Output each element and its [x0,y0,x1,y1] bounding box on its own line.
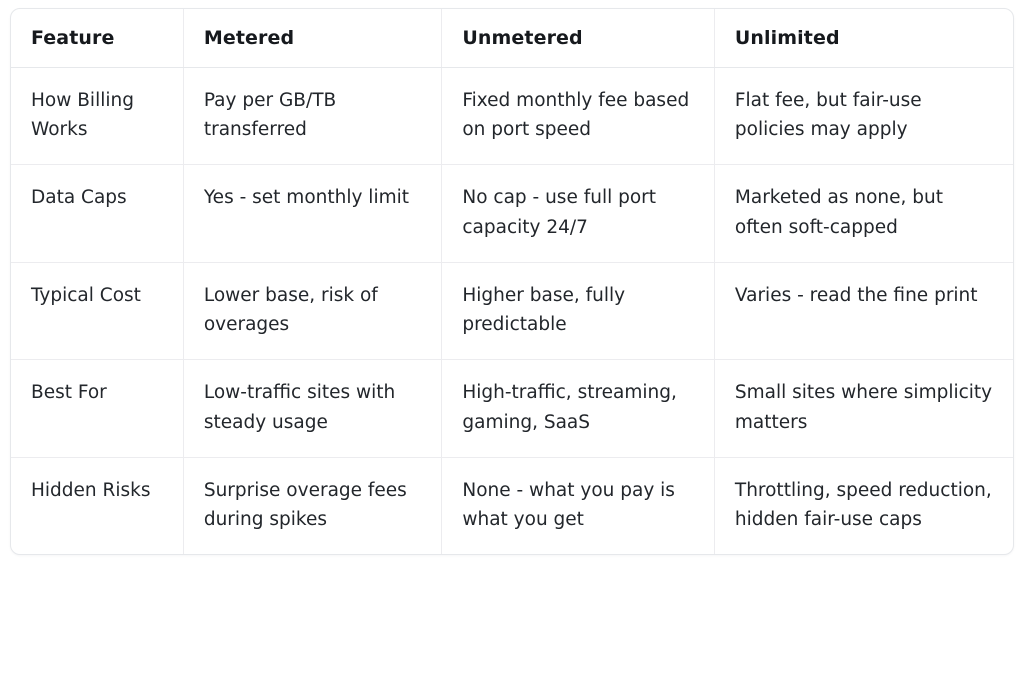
table-row [11,457,1013,554]
table-row [11,68,1013,165]
cell-metered [183,165,442,262]
cell-unmetered [442,262,715,359]
cell-text: Higher base, fully predictable [462,284,626,336]
cell-text: Varies - read the fine print [734,284,978,306]
table-row [11,165,1013,262]
cell-feature [11,262,183,359]
cell-feature [11,457,183,554]
comparison-table [11,9,1013,554]
table-header [11,9,1013,68]
comparison-table-card [10,8,1014,555]
cell-text: How Billing Works [31,90,134,141]
cell-text: Best For [31,382,107,404]
cell-text: Lower base, risk of overages [203,284,378,336]
cell-unmetered [442,165,715,262]
cell-text: Hidden Risks [31,479,151,501]
cell-text: None - what you pay is what you get [462,479,675,530]
cell-unlimited [714,262,1013,359]
cell-feature [11,68,183,165]
cell-text: Pay per GB/TB transferred [203,90,337,141]
cell-text: Throttling, speed reduction, hidden fair-use caps [734,479,992,530]
cell-text: Low-traffic sites with steady usage [203,382,396,433]
column-header-metered: Metered [183,9,442,68]
cell-text: Surprise overage fees during spikes [203,479,407,530]
cell-unmetered [442,360,715,457]
cell-text: Marketed as none, but often soft-capped [734,187,943,238]
cell-unlimited [714,457,1013,554]
cell-text: Small sites where simplicity matters [734,382,993,433]
column-header-feature: Feature [11,9,183,68]
cell-metered [183,68,442,165]
cell-unlimited [714,165,1013,262]
cell-text: No cap - use full port capacity 24/7 [462,187,657,238]
cell-text: Fixed monthly fee based on port speed [462,90,690,141]
cell-unmetered [442,457,715,554]
column-header-unlimited: Unlimited [714,9,1013,68]
table-row [11,360,1013,457]
cell-text: Yes - set monthly limit [203,187,410,209]
cell-text: Data Caps [31,187,127,209]
cell-unmetered [442,68,715,165]
table-body [11,68,1013,555]
cell-text: Typical Cost [31,284,141,306]
cell-feature [11,360,183,457]
cell-feature [11,165,183,262]
cell-metered [183,457,442,554]
cell-text: High-traffic, streaming, gaming, SaaS [462,382,677,433]
table-row [11,262,1013,359]
cell-unlimited [714,68,1013,165]
column-header-unmetered: Unmetered [442,9,715,68]
cell-unlimited [714,360,1013,457]
table-header-row [11,9,1013,68]
cell-metered [183,262,442,359]
cell-metered [183,360,442,457]
cell-text: Flat fee, but fair-use policies may apply [734,90,922,141]
